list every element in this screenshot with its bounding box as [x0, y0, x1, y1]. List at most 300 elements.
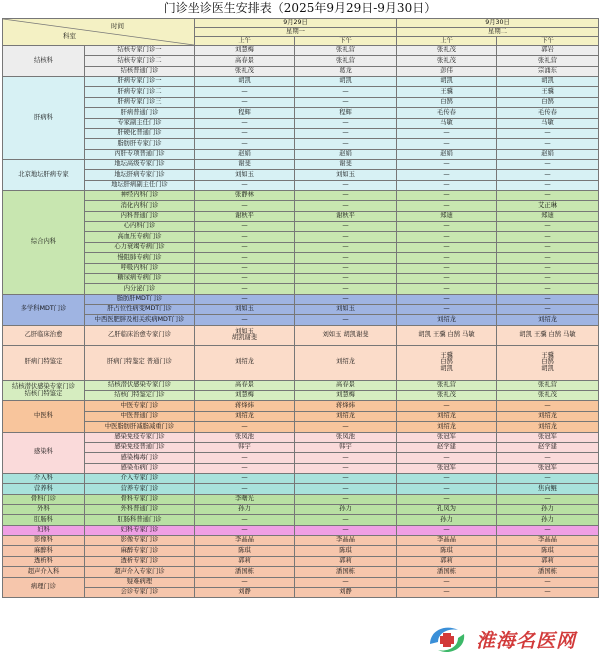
- doctor-cell-tue-am: —: [397, 128, 497, 138]
- clinic-name-cell: 中西医肥胖及相关疾病MDT门诊: [85, 315, 195, 325]
- table-row: [3, 422, 599, 432]
- doctor-cell-mon-am: —: [195, 577, 295, 587]
- doctor-cell-tue-pm: 张礼营: [497, 56, 599, 66]
- doctor-cell-tue-am: 孙力: [397, 515, 497, 525]
- department-cell: 骨科门诊: [3, 494, 85, 504]
- medical-swirl-logo-icon: [424, 620, 470, 658]
- doctor-cell-tue-am: 刘绍龙: [397, 422, 497, 432]
- table-row: [3, 273, 599, 283]
- doctor-cell-mon-am: —: [195, 473, 295, 483]
- doctor-cell-tue-pm: 刘绍龙: [497, 315, 599, 325]
- doctor-cell-tue-pm: —: [497, 401, 599, 411]
- table-row: [3, 577, 599, 587]
- table-row: [3, 66, 599, 76]
- clinic-name-cell: 地坛肝病副主任门诊: [85, 180, 195, 190]
- doctor-cell-tue-am: —: [397, 484, 497, 494]
- doctor-cell-tue-am: —: [397, 170, 497, 180]
- doctor-cell-mon-am: 潘国栋: [195, 567, 295, 577]
- department-cell: 乙肝临床治愈: [3, 325, 85, 345]
- doctor-cell-mon-am: —: [195, 128, 295, 138]
- doctor-cell-tue-am: 毛传春: [397, 108, 497, 118]
- doctor-cell-mon-am: 刘静: [195, 587, 295, 597]
- table-row: [3, 380, 599, 390]
- doctor-cell-tue-am: 彭伟: [397, 66, 497, 76]
- doctor-cell-tue-pm: 张冠军: [497, 432, 599, 442]
- doctor-cell-tue-am: —: [397, 139, 497, 149]
- doctor-cell-tue-am: —: [397, 587, 497, 597]
- clinic-name-cell: 感染免疫专家门诊: [85, 432, 195, 442]
- doctor-cell-tue-pm: —: [497, 253, 599, 263]
- doctor-cell-tue-am: —: [397, 577, 497, 587]
- doctor-cell-mon-am: —: [195, 273, 295, 283]
- doctor-cell-mon-am: 韩宇: [195, 442, 295, 452]
- department-cell: 外科: [3, 505, 85, 515]
- table-row: [3, 473, 599, 483]
- doctor-cell-tue-am: —: [397, 304, 497, 314]
- doctor-cell-tue-pm: —: [497, 587, 599, 597]
- doctor-cell-mon-pm: 张礼营: [295, 46, 397, 56]
- doctor-cell-mon-am: 张静林: [195, 191, 295, 201]
- clinic-name-cell: 肝占位性病变MDT门诊: [85, 304, 195, 314]
- doctor-cell-mon-pm: —: [295, 232, 397, 242]
- doctor-cell-mon-pm: —: [295, 97, 397, 107]
- table-row: [3, 391, 599, 401]
- doctor-cell-tue-pm: 白鹄: [497, 97, 599, 107]
- doctor-cell-mon-am: —: [195, 294, 295, 304]
- doctor-cell-tue-am: —: [397, 494, 497, 504]
- doctor-cell-mon-pm: —: [295, 453, 397, 463]
- table-row: [3, 97, 599, 107]
- doctor-cell-tue-pm: —: [497, 494, 599, 504]
- doctor-cell-mon-pm: 张礼营: [295, 56, 397, 66]
- doctor-cell-mon-am: —: [195, 139, 295, 149]
- doctor-cell-mon-pm: —: [295, 263, 397, 273]
- doctor-cell-mon-am: 刘如玉 胡凯谢斐: [195, 325, 295, 345]
- doctor-cell-tue-am: 胡凯: [397, 77, 497, 87]
- clinic-name-cell: 心内科门诊: [85, 222, 195, 232]
- doctor-cell-mon-am: —: [195, 315, 295, 325]
- doctor-cell-tue-pm: 张礼营: [497, 380, 599, 390]
- table-row: [3, 159, 599, 169]
- doctor-cell-mon-pm: —: [295, 87, 397, 97]
- doctor-cell-tue-am: 李晶晶: [397, 536, 497, 546]
- doctor-cell-tue-am: —: [397, 453, 497, 463]
- doctor-cell-mon-am: 谢秋平: [195, 211, 295, 221]
- doctor-cell-mon-pm: —: [295, 191, 397, 201]
- table-row: [3, 325, 599, 345]
- clinic-name-cell: 感染免疫普通门诊: [85, 442, 195, 452]
- schedule-table: [2, 18, 599, 598]
- doctor-cell-mon-am: 谢斐: [195, 159, 295, 169]
- table-row: [3, 556, 599, 566]
- doctor-cell-mon-pm: —: [295, 284, 397, 294]
- doctor-cell-tue-pm: —: [497, 473, 599, 483]
- doctor-cell-mon-pm: 郭莉: [295, 556, 397, 566]
- doctor-cell-mon-am: 胡凯: [195, 77, 295, 87]
- doctor-cell-tue-pm: 赵娟: [497, 149, 599, 159]
- table-row: [3, 232, 599, 242]
- doctor-cell-tue-pm: —: [497, 294, 599, 304]
- doctor-cell-mon-am: —: [195, 232, 295, 242]
- table-row: [3, 191, 599, 201]
- clinic-name-cell: 结核专家门诊一: [85, 46, 195, 56]
- doctor-cell-mon-pm: 潘国栋: [295, 567, 397, 577]
- doctor-cell-tue-pm: 胡凯: [497, 77, 599, 87]
- doctor-cell-mon-am: 程辉: [195, 108, 295, 118]
- doctor-cell-tue-pm: —: [497, 232, 599, 242]
- doctor-cell-mon-pm: 刘静: [295, 587, 397, 597]
- clinic-name-cell: 脂肪肝专家门诊: [85, 139, 195, 149]
- corner-dept-label: 科室: [63, 32, 76, 40]
- clinic-name-cell: 麻醉专家门诊: [85, 546, 195, 556]
- table-row: [3, 263, 599, 273]
- table-row: [3, 180, 599, 190]
- doctor-cell-tue-pm: 王骥: [497, 87, 599, 97]
- clinic-name-cell: 糖尿病专病门诊: [85, 273, 195, 283]
- clinic-name-cell: 肝病专家门诊一: [85, 77, 195, 87]
- doctor-cell-mon-pm: 张凤池: [295, 432, 397, 442]
- doctor-cell-mon-am: —: [195, 87, 295, 97]
- clinic-name-cell: 结核普通门诊: [85, 66, 195, 76]
- doctor-cell-mon-pm: 高春景: [295, 380, 397, 390]
- clinic-name-cell: 呼吸内科门诊: [85, 263, 195, 273]
- doctor-cell-mon-am: —: [195, 118, 295, 128]
- doctor-cell-tue-pm: 宗涌东: [497, 66, 599, 76]
- doctor-cell-tue-am: 王骥: [397, 87, 497, 97]
- doctor-cell-mon-pm: —: [295, 180, 397, 190]
- clinic-name-cell: 中医专家门诊: [85, 401, 195, 411]
- doctor-cell-mon-pm: —: [295, 294, 397, 304]
- doctor-cell-mon-am: 张礼茂: [195, 66, 295, 76]
- department-cell: 多学科MDT门诊: [3, 294, 85, 325]
- doctor-cell-tue-pm: —: [497, 222, 599, 232]
- doctor-cell-tue-am: 赵娟: [397, 149, 497, 159]
- doctor-cell-mon-pm: —: [295, 201, 397, 211]
- doctor-cell-mon-pm: 葛龙: [295, 66, 397, 76]
- weekday-header-2: 星期二: [397, 28, 599, 37]
- doctor-cell-tue-am: 潘国栋: [397, 567, 497, 577]
- doctor-cell-mon-pm: 蒋烽炜: [295, 401, 397, 411]
- doctor-cell-tue-pm: 郭莉: [497, 556, 599, 566]
- doctor-cell-mon-am: —: [195, 284, 295, 294]
- table-row: [3, 546, 599, 556]
- doctor-cell-tue-am: —: [397, 180, 497, 190]
- doctor-cell-tue-pm: —: [497, 180, 599, 190]
- doctor-cell-tue-am: —: [397, 191, 497, 201]
- period-header-mon-am: 上午: [195, 37, 295, 46]
- table-row: [3, 315, 599, 325]
- doctor-cell-tue-pm: 王骥 白鹄 胡凯: [497, 345, 599, 380]
- table-row: [3, 505, 599, 515]
- doctor-cell-mon-pm: —: [295, 473, 397, 483]
- doctor-cell-tue-am: 张冠军: [397, 463, 497, 473]
- doctor-cell-mon-pm: —: [295, 422, 397, 432]
- department-cell: 麻醉科: [3, 546, 85, 556]
- doctor-cell-mon-am: 刘慧梅: [195, 46, 295, 56]
- doctor-cell-tue-pm: —: [497, 128, 599, 138]
- doctor-cell-mon-am: —: [195, 515, 295, 525]
- doctor-cell-mon-am: 孙力: [195, 505, 295, 515]
- clinic-name-cell: 影像专家门诊: [85, 536, 195, 546]
- table-row: [3, 77, 599, 87]
- doctor-cell-mon-pm: —: [295, 118, 397, 128]
- clinic-name-cell: 脂肪肝MDT门诊: [85, 294, 195, 304]
- doctor-cell-tue-am: 陈琪: [397, 546, 497, 556]
- clinic-name-cell: 结核潜伏感染专家门诊: [85, 380, 195, 390]
- doctor-cell-tue-am: —: [397, 525, 497, 535]
- department-cell: 中医科: [3, 401, 85, 432]
- doctor-cell-tue-am: 胡凯 王骥 白鹄 马敏: [397, 325, 497, 345]
- department-cell: 影像科: [3, 536, 85, 546]
- watermark-text: 淮海名医网: [476, 630, 577, 652]
- doctor-cell-tue-pm: 艾正琳: [497, 201, 599, 211]
- table-row: [3, 56, 599, 66]
- doctor-cell-tue-am: 刘绍龙: [397, 315, 497, 325]
- doctor-cell-tue-pm: —: [497, 139, 599, 149]
- table-row: [3, 525, 599, 535]
- table-row: [3, 411, 599, 421]
- department-cell: 妇科: [3, 525, 85, 535]
- clinic-name-cell: 丙肝专项普通门诊: [85, 149, 195, 159]
- table-row: [3, 46, 599, 56]
- clinic-name-cell: 慢阻肺专病门诊: [85, 253, 195, 263]
- corner-diagonal-line: [3, 19, 194, 45]
- clinic-name-cell: 疑难病理: [85, 577, 195, 587]
- department-cell: 感染科: [3, 432, 85, 473]
- doctor-cell-mon-pm: —: [295, 484, 397, 494]
- doctor-cell-mon-pm: 程辉: [295, 108, 397, 118]
- doctor-cell-mon-pm: 李晶晶: [295, 536, 397, 546]
- doctor-cell-tue-am: 白鹄: [397, 97, 497, 107]
- department-cell: 北京地坛肝病专家: [3, 159, 85, 190]
- doctor-cell-mon-am: —: [195, 242, 295, 252]
- date-header-2: 9月30日: [397, 19, 599, 28]
- doctor-cell-tue-am: 张冠军: [397, 432, 497, 442]
- clinic-name-cell: 结核专家门诊二: [85, 56, 195, 66]
- doctor-cell-tue-pm: 李晶晶: [497, 536, 599, 546]
- clinic-name-cell: 外科普通门诊: [85, 505, 195, 515]
- date-header-1: 9月29日: [195, 19, 397, 28]
- clinic-name-cell: 地坛高级专家门诊: [85, 159, 195, 169]
- department-cell: 肝病科: [3, 77, 85, 160]
- doctor-cell-mon-pm: 陈琪: [295, 546, 397, 556]
- table-row: [3, 345, 599, 380]
- doctor-cell-tue-am: —: [397, 263, 497, 273]
- clinic-name-cell: 营养专家门诊: [85, 484, 195, 494]
- doctor-cell-tue-pm: 郭岩: [497, 46, 599, 56]
- doctor-cell-mon-am: 蒋烽炜: [195, 401, 295, 411]
- department-cell: 营养科: [3, 484, 85, 494]
- table-row: [3, 170, 599, 180]
- doctor-cell-mon-pm: 刘如玉: [295, 170, 397, 180]
- doctor-cell-mon-pm: —: [295, 128, 397, 138]
- doctor-cell-mon-am: 陈琪: [195, 546, 295, 556]
- watermark-logo: [424, 620, 596, 660]
- doctor-cell-mon-pm: 孙力: [295, 505, 397, 515]
- period-header-tue-am: 上午: [397, 37, 497, 46]
- doctor-cell-mon-pm: —: [295, 242, 397, 252]
- period-header-tue-pm: 下午: [497, 37, 599, 46]
- doctor-cell-mon-am: —: [195, 180, 295, 190]
- doctor-cell-mon-pm: 谢斐: [295, 159, 397, 169]
- doctor-cell-mon-am: 刘如玉: [195, 304, 295, 314]
- doctor-cell-tue-am: 赵学建: [397, 442, 497, 452]
- doctor-cell-tue-pm: 胡凯 王骥 白鹄 马敏: [497, 325, 599, 345]
- department-cell: 超声介入科: [3, 567, 85, 577]
- doctor-cell-tue-pm: 焦向鲲: [497, 484, 599, 494]
- doctor-cell-mon-am: 刘如玉: [195, 170, 295, 180]
- doctor-cell-tue-am: 马敏: [397, 118, 497, 128]
- doctor-cell-tue-pm: —: [497, 284, 599, 294]
- clinic-name-cell: 肝病专家门诊二: [85, 87, 195, 97]
- doctor-cell-mon-am: 刘慧梅: [195, 391, 295, 401]
- doctor-cell-mon-am: 张凤池: [195, 432, 295, 442]
- doctor-cell-mon-pm: —: [295, 515, 397, 525]
- department-cell: 结核潜伏感染专家门诊 结核门特鉴定: [3, 380, 85, 401]
- doctor-cell-tue-pm: 陈琪: [497, 546, 599, 556]
- doctor-cell-tue-pm: 马敏: [497, 118, 599, 128]
- page-title: 门诊坐诊医生安排表（2025年9月29日-9月30日）: [163, 1, 437, 15]
- table-row: [3, 294, 599, 304]
- table-row: [3, 201, 599, 211]
- doctor-cell-tue-pm: —: [497, 191, 599, 201]
- doctor-cell-mon-am: —: [195, 463, 295, 473]
- table-row: [3, 494, 599, 504]
- table-row: [3, 401, 599, 411]
- table-row: [3, 128, 599, 138]
- clinic-name-cell: 高血压专病门诊: [85, 232, 195, 242]
- table-row: [3, 453, 599, 463]
- doctor-cell-tue-pm: 孙力: [497, 505, 599, 515]
- doctor-cell-mon-am: —: [195, 97, 295, 107]
- doctor-cell-mon-am: —: [195, 525, 295, 535]
- doctor-cell-mon-am: —: [195, 453, 295, 463]
- clinic-name-cell: 肝病普通门诊: [85, 108, 195, 118]
- doctor-cell-mon-pm: 刘绍龙: [295, 345, 397, 380]
- table-row: [3, 87, 599, 97]
- doctor-cell-tue-am: —: [397, 253, 497, 263]
- table-row: [3, 253, 599, 263]
- doctor-cell-tue-pm: 赵学建: [497, 442, 599, 452]
- table-row: [3, 108, 599, 118]
- clinic-name-cell: 内科普通门诊: [85, 211, 195, 221]
- table-row: [3, 118, 599, 128]
- period-header-mon-pm: 下午: [295, 37, 397, 46]
- department-cell: 综合内科: [3, 191, 85, 295]
- clinic-name-cell: 感染梅毒门诊: [85, 453, 195, 463]
- doctor-cell-mon-pm: 刘如玉 胡凯谢斐: [295, 325, 397, 345]
- doctor-cell-tue-pm: 潘国栋: [497, 567, 599, 577]
- clinic-name-cell: 结核门特鉴定门诊: [85, 391, 195, 401]
- clinic-name-cell: 肝病门特鉴定 普通门诊: [85, 345, 195, 380]
- doctor-cell-mon-pm: —: [295, 315, 397, 325]
- table-row: [3, 284, 599, 294]
- clinic-name-cell: 介入专家门诊: [85, 473, 195, 483]
- doctor-cell-mon-pm: 刘慧梅: [295, 391, 397, 401]
- doctor-cell-mon-am: —: [195, 253, 295, 263]
- clinic-name-cell: 骨科专家门诊: [85, 494, 195, 504]
- clinic-name-cell: 妇科专家门诊: [85, 525, 195, 535]
- clinic-name-cell: 内分泌门诊: [85, 284, 195, 294]
- table-row: [3, 304, 599, 314]
- doctor-cell-tue-pm: —: [497, 453, 599, 463]
- doctor-cell-tue-am: 王骥 白鹄 胡凯: [397, 345, 497, 380]
- doctor-cell-mon-pm: —: [295, 494, 397, 504]
- table-row: [3, 515, 599, 525]
- doctor-cell-tue-pm: 刘绍龙: [497, 411, 599, 421]
- department-cell: 介入科: [3, 473, 85, 483]
- clinic-name-cell: 感染布病门诊: [85, 463, 195, 473]
- corner-time-label: 时间: [111, 22, 124, 30]
- doctor-cell-tue-pm: 孙力: [497, 515, 599, 525]
- clinic-name-cell: 中医脂肪肝减脂减重门诊: [85, 422, 195, 432]
- doctor-cell-mon-pm: —: [295, 253, 397, 263]
- doctor-cell-tue-am: —: [397, 201, 497, 211]
- doctor-cell-mon-am: 刘绍龙: [195, 345, 295, 380]
- department-cell: 病理门诊: [3, 577, 85, 598]
- doctor-cell-mon-pm: 赵娟: [295, 149, 397, 159]
- doctor-cell-tue-pm: 张冠军: [497, 463, 599, 473]
- doctor-cell-tue-pm: —: [497, 273, 599, 283]
- doctor-cell-tue-am: —: [397, 473, 497, 483]
- doctor-cell-tue-pm: —: [497, 159, 599, 169]
- doctor-cell-mon-pm: —: [295, 577, 397, 587]
- doctor-cell-mon-pm: 胡凯: [295, 77, 397, 87]
- clinic-name-cell: 专家副主任门诊: [85, 118, 195, 128]
- doctor-cell-mon-pm: —: [295, 463, 397, 473]
- table-row: [3, 211, 599, 221]
- table-row: [3, 587, 599, 597]
- doctor-cell-mon-am: —: [195, 222, 295, 232]
- doctor-cell-tue-am: 张礼茂: [397, 56, 497, 66]
- doctor-cell-mon-pm: —: [295, 273, 397, 283]
- doctor-cell-mon-am: 高春景: [195, 56, 295, 66]
- department-cell: 透析科: [3, 556, 85, 566]
- table-row: [3, 222, 599, 232]
- table-row: [3, 149, 599, 159]
- doctor-cell-tue-am: 张礼营: [397, 380, 497, 390]
- doctor-cell-mon-pm: 韩宇: [295, 442, 397, 452]
- doctor-cell-mon-am: —: [195, 263, 295, 273]
- clinic-name-cell: 肛肠科普通门诊: [85, 515, 195, 525]
- doctor-cell-mon-am: 李曙光: [195, 494, 295, 504]
- doctor-cell-tue-pm: 刘绍龙: [497, 422, 599, 432]
- doctor-cell-mon-pm: 刘如玉: [295, 304, 397, 314]
- doctor-cell-tue-am: —: [397, 401, 497, 411]
- doctor-cell-tue-pm: —: [497, 170, 599, 180]
- doctor-cell-tue-pm: 毛传春: [497, 108, 599, 118]
- doctor-cell-tue-am: —: [397, 273, 497, 283]
- doctor-cell-mon-am: 李晶晶: [195, 536, 295, 546]
- doctor-cell-tue-am: —: [397, 242, 497, 252]
- table-row: [3, 536, 599, 546]
- doctor-cell-tue-am: 郑迪: [397, 211, 497, 221]
- table-row: [3, 567, 599, 577]
- doctor-cell-tue-pm: —: [497, 577, 599, 587]
- table-row: [3, 484, 599, 494]
- department-cell: 肛肠科: [3, 515, 85, 525]
- doctor-cell-mon-pm: 谢秋平: [295, 211, 397, 221]
- doctor-cell-tue-am: —: [397, 284, 497, 294]
- doctor-cell-mon-am: 高春景: [195, 380, 295, 390]
- clinic-name-cell: 超声介入专家门诊: [85, 567, 195, 577]
- clinic-name-cell: 中医普通门诊: [85, 411, 195, 421]
- doctor-cell-mon-am: 郭莉: [195, 556, 295, 566]
- clinic-name-cell: 肝硬化普通门诊: [85, 128, 195, 138]
- weekday-header-1: 星期一: [195, 28, 397, 37]
- table-row: [3, 442, 599, 452]
- doctor-cell-tue-am: 张礼茂: [397, 391, 497, 401]
